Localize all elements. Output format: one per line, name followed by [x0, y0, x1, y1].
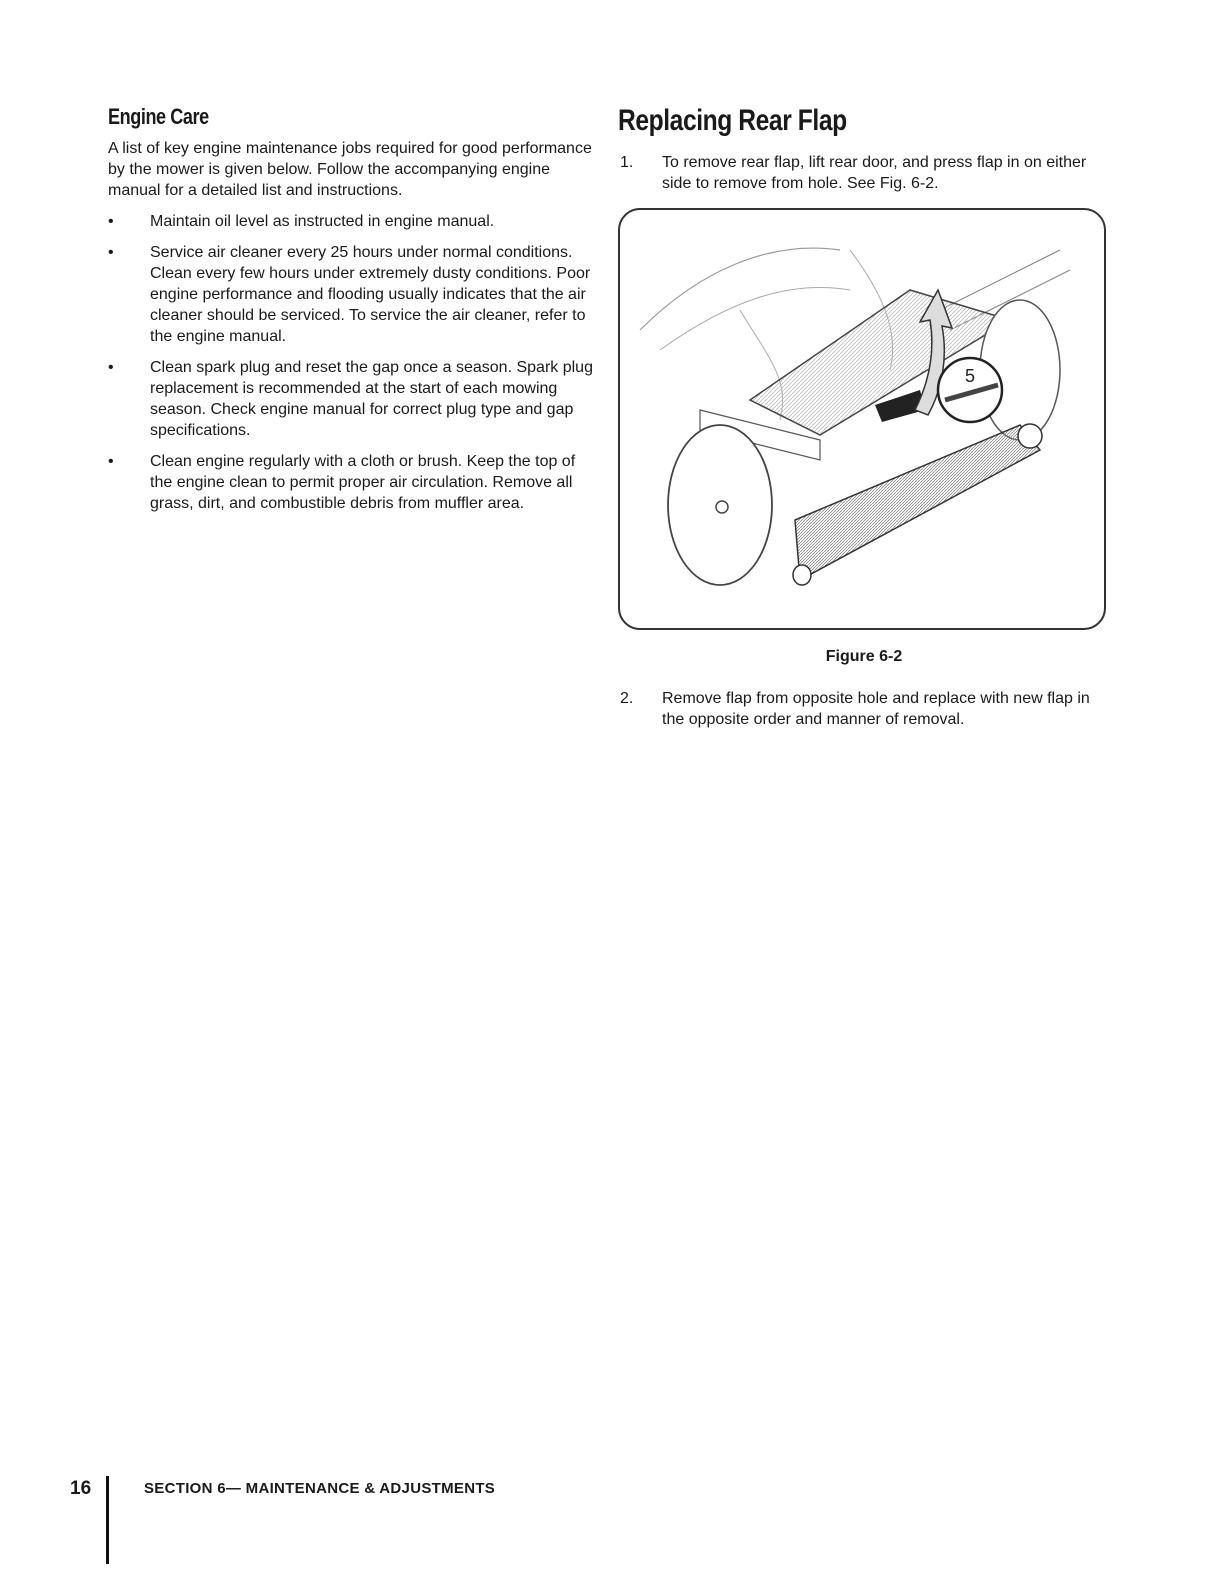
bullet-icon: • — [108, 453, 114, 470]
right-column — [618, 104, 1110, 730]
step-2 — [618, 688, 1110, 730]
rear-flap-illustration — [620, 210, 1106, 630]
flap-rod-end — [793, 565, 811, 585]
footer-divider — [106, 1476, 109, 1564]
list-item: • Clean spark plug and reset the gap once a season. Spark plug replacement is recommended at the start of each mowing season. Check engine manual for correct plug type and gap specifications. — [108, 359, 593, 439]
step-text: To remove rear flap, lift rear door, and press flap in on either side to remove from hole. See Fig. 6-2. — [662, 154, 1087, 192]
replacing-rear-flap-heading: Replacing Rear Flap — [618, 104, 847, 137]
left-wheel — [668, 425, 772, 585]
left-column — [108, 104, 598, 524]
engine-care-intro: A list of key engine maintenance jobs required for good performance by the mower is given below. Follow the accompanying engine manual for a detailed list and instructions. — [108, 140, 592, 199]
section-title: SECTION 6— MAINTENANCE & ADJUSTMENTS — [144, 1480, 496, 1497]
list-item: • Service air cleaner every 25 hours under normal conditions. Clean every few hours under extremely dusty conditions. Poor engine performance and flooding usually indicates that the air cleaner should be serviced. To service the air cleaner, refer to the engine manual. — [108, 244, 591, 345]
bullet-icon: • — [108, 244, 114, 261]
list-item: • Maintain oil level as instructed in engine manual. — [108, 213, 495, 230]
bullet-icon: • — [108, 359, 114, 376]
figure-caption: Figure 6-2 — [825, 648, 903, 665]
engine-care-list — [108, 211, 598, 514]
engine-care-heading: Engine Care — [108, 104, 209, 129]
page-number: 16 — [70, 1478, 92, 1499]
figure-6-2 — [618, 208, 1106, 630]
step-number: 1. — [620, 154, 634, 171]
step-number: 2. — [620, 690, 634, 707]
flap-rod-end — [1018, 424, 1042, 448]
step-1 — [618, 152, 1110, 194]
rear-flap — [795, 425, 1040, 580]
bullet-icon: • — [108, 213, 114, 230]
deck-outline — [660, 288, 850, 351]
callout-number: 5 — [964, 366, 976, 386]
step-text: Remove flap from opposite hole and replace with new flap in the opposite order and manner of removal. — [662, 690, 1090, 728]
list-item: • Clean engine regularly with a cloth or brush. Keep the top of the engine clean to permit proper air circulation. Remove all grass, dirt, and combustible debris from muffler area. — [108, 453, 576, 512]
deck-outline — [640, 248, 840, 330]
